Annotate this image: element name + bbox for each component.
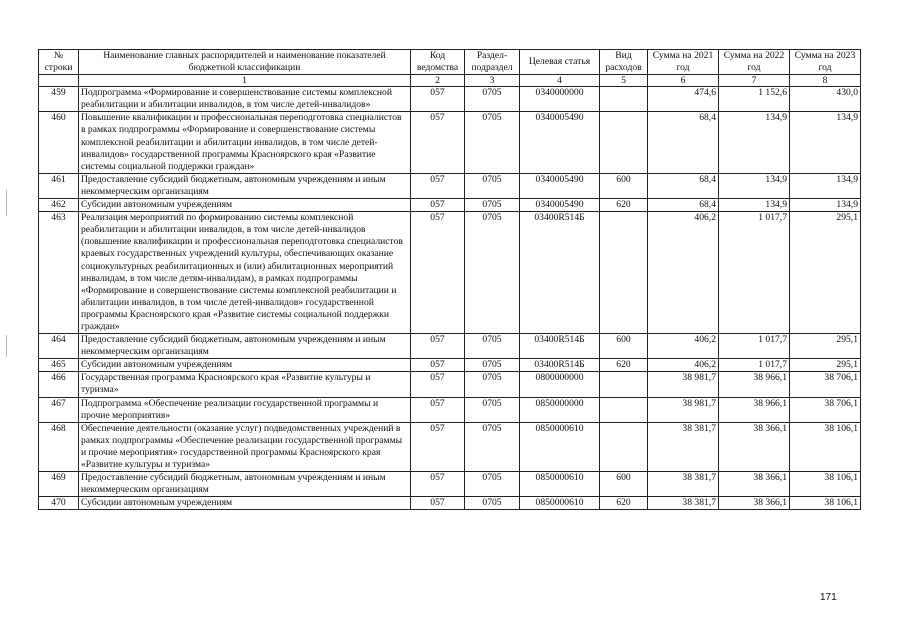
scan-artifact-mark: [6, 190, 7, 216]
row-number-cell: 469: [39, 472, 79, 497]
sum-2021-cell: 38 381,7: [648, 472, 719, 497]
dept-code-cell: 057: [411, 472, 465, 497]
sum-2022-cell: 134,9: [719, 173, 790, 198]
column-number: 2: [411, 75, 465, 87]
table-row: [39, 372, 861, 397]
budget-table: [38, 49, 861, 510]
row-number-cell: 461: [39, 173, 79, 198]
row-number-cell: 466: [39, 372, 79, 397]
expense-type-cell: 600: [600, 173, 648, 198]
column-number: 3: [465, 75, 520, 87]
row-name-cell: Предоставление субсидий бюджетным, автономным учреждениям и иным некоммерческим организациям: [79, 334, 411, 359]
column-number: 4: [520, 75, 600, 87]
expense-type-cell: 600: [600, 472, 648, 497]
sum-2023-cell: 38 706,1: [790, 397, 861, 422]
dept-code-cell: 057: [411, 173, 465, 198]
table-body: [39, 87, 861, 510]
scan-artifact-mark: [6, 335, 7, 357]
target-code-cell: 03400R514Б: [520, 212, 600, 334]
sum-2023-cell: 295,1: [790, 359, 861, 372]
row-number-cell: 467: [39, 397, 79, 422]
sum-2021-cell: 38 981,7: [648, 372, 719, 397]
sum-2022-cell: 38 366,1: [719, 472, 790, 497]
row-name-cell: Предоставление субсидий бюджетным, автономным учреждениям и иным некоммерческим организациям: [79, 173, 411, 198]
section-cell: 0705: [465, 87, 520, 112]
sum-2021-cell: 406,2: [648, 212, 719, 334]
row-number-cell: 465: [39, 359, 79, 372]
sum-2021-cell: 68,4: [648, 112, 719, 173]
target-code-cell: 0800000000: [520, 372, 600, 397]
column-number: 6: [648, 75, 719, 87]
row-number-cell: 459: [39, 87, 79, 112]
dept-code-cell: 057: [411, 372, 465, 397]
sum-2022-cell: 38 366,1: [719, 422, 790, 471]
expense-type-cell: [600, 372, 648, 397]
header-dept-code: Код ведомства: [411, 50, 465, 75]
dept-code-cell: 057: [411, 422, 465, 471]
target-code-cell: 0850000610: [520, 472, 600, 497]
expense-type-cell: 620: [600, 199, 648, 212]
expense-type-cell: 620: [600, 359, 648, 372]
target-code-cell: 03400R514Б: [520, 359, 600, 372]
sum-2022-cell: 1 017,7: [719, 359, 790, 372]
header-row-no: № строки: [39, 50, 79, 75]
row-number-cell: 462: [39, 199, 79, 212]
sum-2023-cell: 295,1: [790, 212, 861, 334]
sum-2023-cell: 38 106,1: [790, 472, 861, 497]
sum-2023-cell: 430,0: [790, 87, 861, 112]
header-sum-2021: Сумма на 2021 год: [648, 50, 719, 75]
row-name-cell: Предоставление субсидий бюджетным, автономным учреждениям и иным некоммерческим организациям: [79, 472, 411, 497]
sum-2022-cell: 1 152,6: [719, 87, 790, 112]
expense-type-cell: 620: [600, 497, 648, 510]
sum-2022-cell: 1 017,7: [719, 334, 790, 359]
row-name-cell: Подпрограмма «Формирование и совершенствование системы комплексной реабилитации и абилитации инвалидов, в том числе детей-инвалидов»: [79, 87, 411, 112]
expense-type-cell: [600, 112, 648, 173]
section-cell: 0705: [465, 472, 520, 497]
dept-code-cell: 057: [411, 334, 465, 359]
table-row: [39, 173, 861, 198]
table-row: [39, 199, 861, 212]
sum-2021-cell: 68,4: [648, 199, 719, 212]
sum-2023-cell: 134,9: [790, 173, 861, 198]
section-cell: 0705: [465, 112, 520, 173]
dept-code-cell: 057: [411, 199, 465, 212]
section-cell: 0705: [465, 497, 520, 510]
target-code-cell: 0340005490: [520, 112, 600, 173]
dept-code-cell: 057: [411, 212, 465, 334]
header-name: Наименование главных распорядителей и наименование показателей бюджетной классификации: [79, 50, 411, 75]
column-numbers-row: [39, 75, 861, 87]
sum-2021-cell: 38 381,7: [648, 422, 719, 471]
sum-2022-cell: 1 017,7: [719, 212, 790, 334]
sum-2021-cell: 38 981,7: [648, 397, 719, 422]
table-row: [39, 359, 861, 372]
row-name-cell: Обеспечение деятельности (оказание услуг) подведомственных учреждений в рамках подпрограммы «Обеспечение реализации государственной программы и прочие мероприятия» государственной программы Красноярского края «Развитие культуры и туризма»: [79, 422, 411, 471]
target-code-cell: 0850000610: [520, 422, 600, 471]
sum-2022-cell: 38 366,1: [719, 497, 790, 510]
row-name-cell: Субсидии автономным учреждениям: [79, 359, 411, 372]
expense-type-cell: [600, 397, 648, 422]
column-number: 8: [790, 75, 861, 87]
dept-code-cell: 057: [411, 87, 465, 112]
table-row: [39, 334, 861, 359]
expense-type-cell: 600: [600, 334, 648, 359]
table-row: [39, 212, 861, 334]
sum-2022-cell: 38 966,1: [719, 372, 790, 397]
target-code-cell: 0340005490: [520, 173, 600, 198]
table-row: [39, 422, 861, 471]
section-cell: 0705: [465, 422, 520, 471]
dept-code-cell: 057: [411, 359, 465, 372]
row-name-cell: Субсидии автономным учреждениям: [79, 497, 411, 510]
table-row: [39, 112, 861, 173]
header-section: Раздел-подраздел: [465, 50, 520, 75]
sum-2021-cell: 474,6: [648, 87, 719, 112]
dept-code-cell: 057: [411, 497, 465, 510]
row-number-cell: 464: [39, 334, 79, 359]
target-code-cell: 0340005490: [520, 199, 600, 212]
section-cell: 0705: [465, 359, 520, 372]
row-name-cell: Государственная программа Красноярского края «Развитие культуры и туризма»: [79, 372, 411, 397]
sum-2023-cell: 38 106,1: [790, 422, 861, 471]
section-cell: 0705: [465, 173, 520, 198]
table-row: [39, 397, 861, 422]
section-cell: 0705: [465, 334, 520, 359]
sum-2021-cell: 406,2: [648, 334, 719, 359]
target-code-cell: 0340000000: [520, 87, 600, 112]
sum-2021-cell: 68,4: [648, 173, 719, 198]
sum-2022-cell: 134,9: [719, 199, 790, 212]
row-name-cell: Подпрограмма «Обеспечение реализации государственной программы и прочие мероприятия»: [79, 397, 411, 422]
target-code-cell: 03400R514Б: [520, 334, 600, 359]
row-number-cell: 460: [39, 112, 79, 173]
header-sum-2022: Сумма на 2022 год: [719, 50, 790, 75]
dept-code-cell: 057: [411, 112, 465, 173]
row-number-cell: 470: [39, 497, 79, 510]
expense-type-cell: [600, 87, 648, 112]
row-name-cell: Реализация мероприятий по формированию системы комплексной реабилитации и абилитации инвалидов, в том числе детей-инвалидов (повышение квалификации и профессиональная переподготовка специалистов краевых государственных учреждений культуры, обеспечивающих оказание социокультурных реабилитационных и (или) абилитационных мероприятий инвалидам, в том числе детям-инвалидам), в рамках подпрограммы «Формирование и совершенствование системы комплексной реабилитации и абилитации инвалидов, в том числе детей-инвалидов» государственной программы Красноярского края «Развитие системы социальной поддержки граждан»: [79, 212, 411, 334]
header-target: Целевая статья: [520, 50, 600, 75]
sum-2023-cell: 134,9: [790, 112, 861, 173]
section-cell: 0705: [465, 397, 520, 422]
expense-type-cell: [600, 422, 648, 471]
row-name-cell: Субсидии автономным учреждениям: [79, 199, 411, 212]
sum-2021-cell: 406,2: [648, 359, 719, 372]
row-number-cell: 463: [39, 212, 79, 334]
sum-2023-cell: 38 706,1: [790, 372, 861, 397]
expense-type-cell: [600, 212, 648, 334]
section-cell: 0705: [465, 199, 520, 212]
sum-2023-cell: 38 106,1: [790, 497, 861, 510]
section-cell: 0705: [465, 212, 520, 334]
sum-2022-cell: 134,9: [719, 112, 790, 173]
column-number: 7: [719, 75, 790, 87]
row-number-cell: 468: [39, 422, 79, 471]
column-number: 5: [600, 75, 648, 87]
column-number: 1: [79, 75, 411, 87]
table-row: [39, 497, 861, 510]
column-number: [39, 75, 79, 87]
row-name-cell: Повышение квалификации и профессиональная переподготовка специалистов в рамках подпрограммы «Формирование и совершенствование системы комплексной реабилитации и абилитации инвалидов, в том числе детей-инвалидов» государственной программы Красноярского края «Развитие системы социальной поддержки граждан»: [79, 112, 411, 173]
sum-2023-cell: 134,9: [790, 199, 861, 212]
target-code-cell: 0850000000: [520, 397, 600, 422]
sum-2023-cell: 295,1: [790, 334, 861, 359]
target-code-cell: 0850000610: [520, 497, 600, 510]
section-cell: 0705: [465, 372, 520, 397]
header-row: [39, 50, 861, 75]
header-sum-2023: Сумма на 2023 год: [790, 50, 861, 75]
table-row: [39, 87, 861, 112]
page-number: 171: [820, 592, 837, 603]
sum-2022-cell: 38 966,1: [719, 397, 790, 422]
header-expense-type: Вид расходов: [600, 50, 648, 75]
sum-2021-cell: 38 381,7: [648, 497, 719, 510]
table-row: [39, 472, 861, 497]
dept-code-cell: 057: [411, 397, 465, 422]
